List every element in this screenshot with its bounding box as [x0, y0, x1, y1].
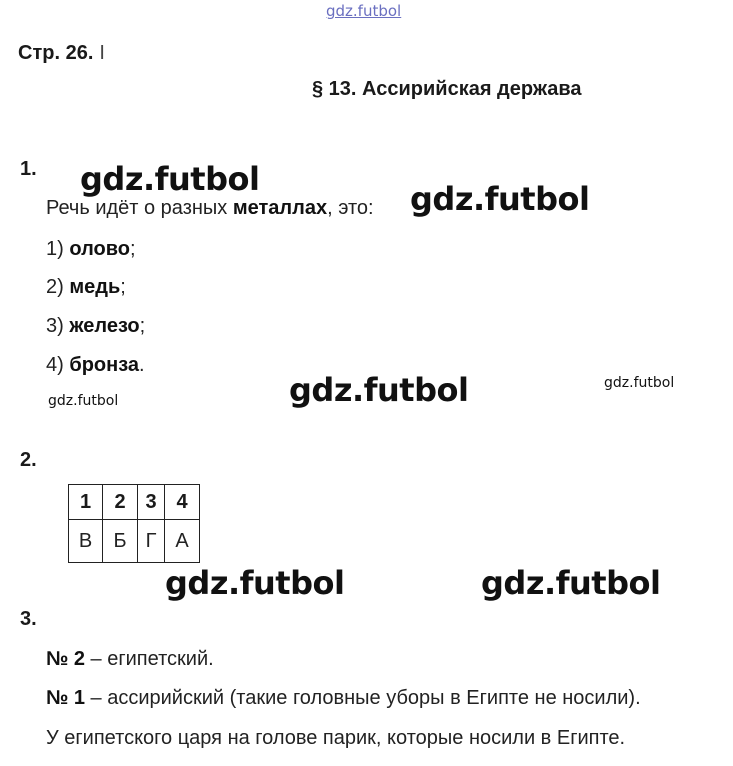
item-end: . [139, 354, 145, 376]
item-end: ; [139, 315, 146, 337]
item-word: медь [69, 276, 121, 298]
question-3-line-1 [46, 648, 214, 671]
item-end: ; [129, 238, 136, 260]
table-header-cell: 1 [69, 485, 103, 520]
question-3-line-2 [46, 687, 641, 710]
answer-item-3 [46, 315, 145, 338]
question-3-line-3: У египетского царя на голове парик, которые носили в Египте. [46, 727, 626, 749]
line-bold: № 1 [46, 687, 85, 709]
question-1-number: 1. [20, 158, 37, 180]
answer-item-4 [46, 354, 145, 377]
watermark-big: gdz.futbol [481, 564, 661, 602]
item-num: 1) [46, 238, 70, 260]
line-text: – египетский. [84, 648, 214, 670]
answer-table [68, 484, 200, 563]
item-word: бронза [69, 354, 140, 376]
table-cell: Б [103, 520, 138, 563]
item-word: олово [69, 238, 130, 260]
table-header-cell: 4 [165, 485, 200, 520]
table-header-row [69, 485, 200, 520]
section-title: § 13. Ассирийская держава [312, 78, 582, 100]
question-2-number: 2. [20, 449, 37, 471]
item-num: 2) [46, 276, 70, 298]
question-3-number: 3. [20, 608, 37, 630]
line-text: – ассирийский (такие головные уборы в Египте не носили). [84, 687, 641, 709]
table-cell: В [69, 520, 103, 563]
page-label [18, 42, 105, 65]
table-header-cell: 3 [138, 485, 165, 520]
intro-pre: Речь идёт о разных [46, 197, 233, 219]
watermark-small: gdz.futbol [604, 375, 675, 391]
table-header-cell: 2 [103, 485, 138, 520]
watermark-big: gdz.futbol [289, 371, 469, 409]
line-bold: № 2 [46, 648, 85, 670]
text-cursor: I [99, 42, 105, 64]
item-end: ; [120, 276, 126, 298]
answer-item-1 [46, 238, 136, 261]
table-row [69, 520, 200, 563]
watermark-big: gdz.futbol [80, 160, 260, 198]
intro-post: , это: [327, 197, 374, 219]
item-word: железо [69, 315, 140, 337]
watermark-big: gdz.futbol [410, 180, 590, 218]
item-num: 3) [46, 315, 70, 337]
table-cell: А [165, 520, 200, 563]
item-num: 4) [46, 354, 70, 376]
watermark-link-top[interactable]: gdz.futbol [326, 2, 402, 20]
question-1-intro [46, 197, 374, 220]
intro-bold: металлах [232, 197, 328, 219]
answer-item-2 [46, 276, 126, 299]
page-label-text: Стр. 26. [18, 42, 94, 64]
watermark-big: gdz.futbol [165, 564, 345, 602]
watermark-small: gdz.futbol [48, 393, 119, 409]
table-cell: Г [138, 520, 165, 563]
